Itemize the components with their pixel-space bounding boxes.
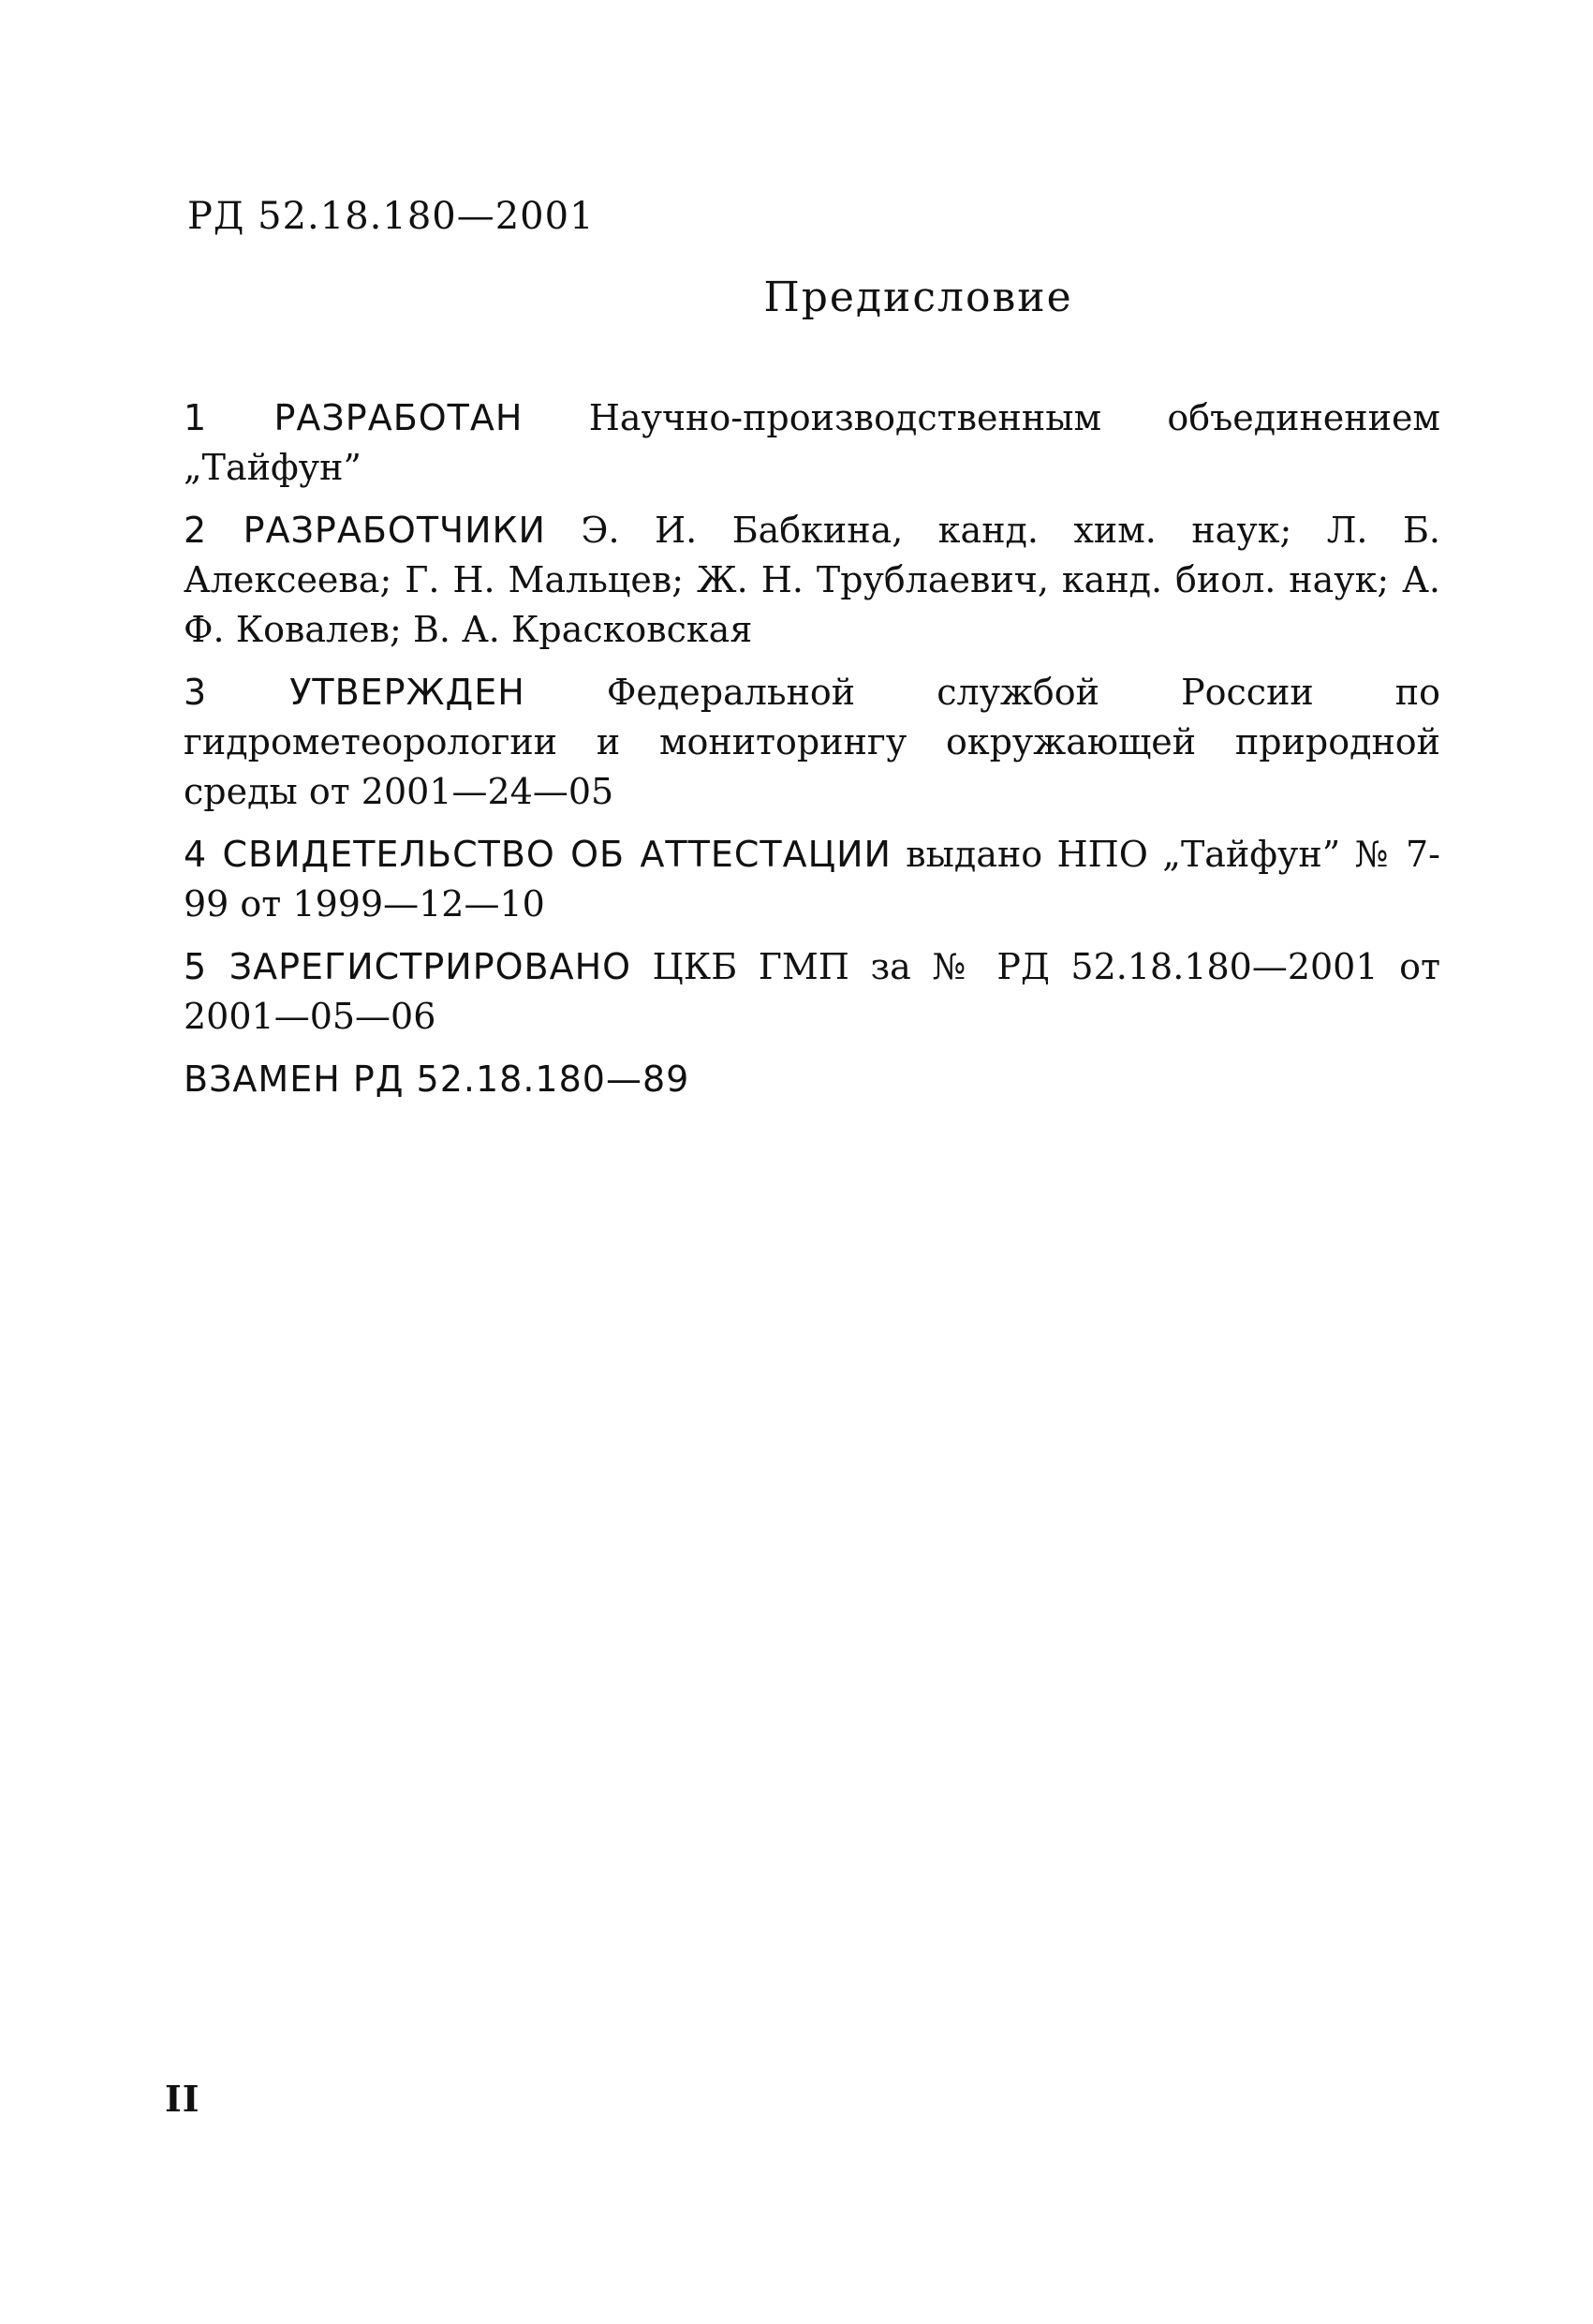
preface-items: [184, 393, 1440, 1118]
preface-item-certificate: [184, 830, 1440, 929]
preface-item-lead: 1 РАЗРАБОТАН: [184, 397, 524, 438]
preface-item-registered: [184, 942, 1440, 1042]
preface-item-approved: [184, 668, 1440, 817]
preface-item-text: выдано НПО „Тайфун” № 7-99 от 1999—12—10: [184, 834, 1440, 925]
preface-item-developers: [184, 506, 1440, 655]
preface-item-lead: 5 ЗАРЕГИСТРИРОВАНО: [184, 946, 632, 987]
preface-item-replaces: ВЗАМЕН РД 52.18.180—89: [184, 1058, 690, 1100]
preface-item-text: Федеральной службой России по гидрометеорологии и мониторингу окружающей природной среды от 2001—24—05: [184, 672, 1441, 812]
preface-item-text: ЦКБ ГМП за № РД 52.18.180—2001 от 2001—05—06: [184, 946, 1440, 1037]
preface-item-lead: 2 РАЗРАБОТЧИКИ: [184, 510, 546, 551]
page-title: Предисловие: [763, 274, 1073, 321]
preface-item-lead: 3 УТВЕРЖДЕН: [184, 672, 525, 713]
preface-item-text: Э. И. Бабкина, канд. хим. наук; Л. Б. Алексеева; Г. Н. Мальцев; Ж. Н. Трублаевич, канд. биол. наук; А. Ф. Ковалев; В. А. Красковская: [184, 510, 1440, 650]
preface-item-text: Научно-производственным объединением „Тайфун”: [184, 397, 1440, 488]
page-number: II: [165, 2078, 200, 2120]
document-code: РД 52.18.180—2001: [187, 195, 595, 238]
preface-item-lead: 4 СВИДЕТЕЛЬСТВО ОБ АТТЕСТАЦИИ: [184, 834, 892, 875]
preface-item-developed-by: [184, 393, 1440, 493]
